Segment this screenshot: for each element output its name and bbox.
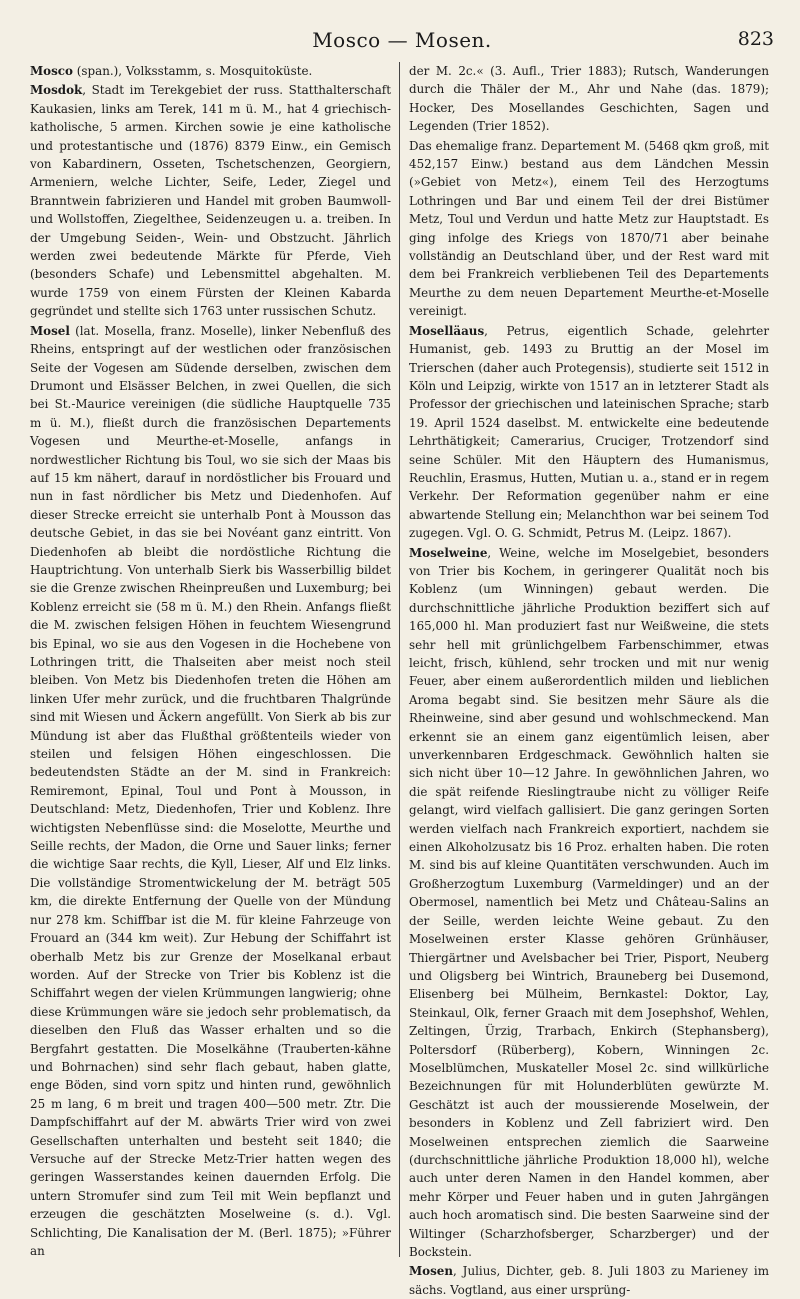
entry-mosel-departement <box>409 137 769 321</box>
text-columns <box>30 62 774 1297</box>
entry-headword: Moselweine <box>409 545 488 560</box>
entry-headword: Mosen <box>409 1264 453 1279</box>
entry-headword: Mosdok <box>30 83 83 98</box>
running-title: Mosco — Mosen. <box>312 28 492 52</box>
entry-moselweine <box>409 544 769 1262</box>
entry-text: der M. 2c.« (3. Aufl., Trier 1883); Rutsch, Wanderungen durch die Thäler der M., Ahr und Nahe (das. 1879); Hocker, Des Mosellandes Geschichten, Sagen und Legenden (Trier 1852). <box>409 64 769 134</box>
entry-text: (span.), Volksstamm, s. Mosquitoküste. <box>72 64 313 78</box>
entry-mosco <box>30 62 391 80</box>
entry-mosen <box>409 1262 769 1299</box>
entry-mosel-continued <box>409 62 769 136</box>
right-column <box>402 62 769 1297</box>
entry-text: , Stadt im Terekgebiet der russ. Statthalterschaft Kaukasien, links am Terek, 141 m ü. M., hat 4 griechisch-katholische, 5 armen. Kirchen sowie je eine katholische und protestantische und (1876) 8379 Einw., ein Gemisch von Kabardinern, Osseten, Tschetschenzen, Georgiern, Armeniern, welche Lichter, Seife, Leder, Ziegel und Branntwein fabrizieren und Handel mit groben Baumwoll- und Wollstoffen, Ziegelthee, Seidenzeugen u. a. treiben. In der Umgebung Seiden-, Wein- und Obstzucht. Jährlich werden zwei bedeutende Märkte für Pferde, Vieh (besonders Schafe) und Lebensmittel abgehalten. M. wurde 1759 von einem Fürsten der Kleinen Kabarda gegründet und stellte sich 1763 unter russischen Schutz. <box>30 83 391 319</box>
entry-text: , Weine, welche im Moselgebiet, besonders von Trier bis Kochem, in geringerer Qualität noch bis Koblenz (um Winningen) gebaut werden. Die durchschnittliche jährliche Produktion beziffert sich auf 165,000 hl. Man produziert fast nur Weißweine, die stets sehr hell mit grünlichgelbem Farbenschimmer, etwas leicht, frisch, kühlend, sehr trocken und mit nur wenig Feuer, aber einem außerordentlich milden und lieblichen Aroma begabt sind. Sie besitzen mehr Säure als die Rheinweine, sind aber gesund und wohlschmeckend. Man erkennt sie an einem ganz eigentümlich leisen, aber unverkennbaren Erdgeschmack. Gewöhnlich halten sie sich nicht über 10—12 Jahre. In gewöhnlichen Jahren, wo die spät reifende Rieslingtraube nicht zu völliger Reife gelangt, wird vielfach gallisiert. Die ganz geringen Sorten werden vielfach nach Frankreich exportiert, nachdem sie einen Alkoholzusatz bis 16 Proz. erhalten haben. Die roten M. sind bis auf kleine Quantitäten verschwunden. Auch im Großherzogtum Luxemburg (Varmeldinger) und an der Obermosel, namentlich bei Metz und Château-Salins an der Seille, werden leichte Weine gebaut. Zu den Moselweinen erster Klasse gehören Grünhäuser, Thiergärtner und Avelsbacher bei Trier, Pisport, Neuberg und Oligsberg bei Wintrich, Brauneberg bei Dusemond, Elisenberg bei Mülheim, Bernkastel: Doktor, Lay, Steinkaul, Olk, ferner Graach mit dem Josephshof, Wehlen, Zeltingen, Ürzig, Trarbach, Enkirch (Stephansberg), Poltersdorf (Rüberberg), Kobern, Winningen 2c. Moselblümchen, Muskateller Mosel 2c. sind willkürliche Bezeichnungen für mit Holunderblüten gewürzte M. Geschätzt ist auch der moussierende Moselwein, der besonders in Koblenz und Zell fabriziert wird. Den Moselweinen entsprechen ziemlich die Saarweine (durchschnittliche jährliche Produktion 18,000 hl), welche auch unter deren Namen in den Handel kommen, aber mehr Körper und Feuer haben und in guten Jahrgängen auch hoch aromatisch sind. Die besten Saarweine sind der Wiltinger (Scharzhofsberger, Scharzberger) und der Bockstein. <box>409 545 769 1259</box>
page-header <box>30 22 774 62</box>
left-column <box>30 62 397 1257</box>
entry-text: Das ehemalige franz. Departement M. (5468 qkm groß, mit 452,157 Einw.) bestand aus dem Ländchen Messin (»Gebiet von Metz«), einem Teil des Herzogtums Lothringen und Bar und einem Teil der drei Bistümer Metz, Toul und Verdun und hatte Metz zur Hauptstadt. Es ging infolge des Kriegs von 1870/71 aber beinahe vollständig an Deutschland über, und der Rest ward mit dem bei Frankreich verbliebenen Teil des Departements Meurthe zu dem neuen Departement Meurthe-et-Moselle vereinigt. <box>409 138 769 319</box>
entry-text: , Petrus, eigentlich Schade, gelehrter Humanist, geb. 1493 zu Bruttig an der Mosel im Trierschen (daher auch Protegensis), studierte seit 1512 in Köln und Leipzig, wirkte von 1517 an in letzterer Stadt als Professor der griechischen und lateinischen Sprache; starb 19. April 1524 daselbst. M. entwickelte eine bedeutende Lehrthätigkeit; Camerarius, Cruciger, Trotzendorf sind seine Schüler. Mit den Häuptern des Humanismus, Reuchlin, Erasmus, Hutten, Mutian u. a., stand er in regem Verkehr. Der Reformation gegenüber nahm er eine abwartende Stellung ein; Melanchthon war bei seinem Tod zugegen. Vgl. O. G. Schmidt, Petrus M. (Leipz. 1867). <box>409 323 769 541</box>
entry-headword: Mosel <box>30 323 70 338</box>
entry-mosellanus <box>409 322 769 543</box>
entry-headword: Mosco <box>30 64 73 78</box>
column-divider <box>399 62 400 1257</box>
entry-text: , Julius, Dichter, geb. 8. Juli 1803 zu Marieney im sächs. Vogtland, aus einer ursprüng- <box>409 1264 769 1297</box>
entry-mosdok <box>30 81 391 320</box>
entry-text: (lat. Mosella, franz. Moselle), linker Nebenfluß des Rheins, entspringt auf der westlichen oder französischen Seite der Vogesen am Südende derselben, zwischen dem Drumont und Elsässer Belchen, in zwei Quellen, die sich bei St.-Maurice vereinigen (die südliche Hauptquelle 735 m ü. M.), fließt durch die französischen Departements Vogesen und Meurthe-et-Moselle, anfangs in nordwestlicher Richtung bis Toul, wo sie sich der Maas bis auf 15 km nähert, darauf in nordöstlicher bis Frouard und nun in fast nördlicher bis Metz und Diedenhofen. Auf dieser Strecke erreicht sie unterhalb Pont à Mousson das deutsche Gebiet, in das sie bei Novéant ganz eintritt. Von Diedenhofen ab bleibt die nordöstliche Richtung die Hauptrichtung. Von unterhalb Sierk bis Wasserbillig bildet sie die Grenze zwischen Rheinpreußen und Luxemburg; bei Koblenz erreicht sie (58 m ü. M.) den Rhein. Anfangs fließt die M. zwischen felsigen Höhen in feuchtem Wiesengrund bis Epinal, wo sie aus den Vogesen in die Hochebene von Lothringen tritt, die Thalseiten aber meist noch steil bleiben. Von Metz bis Diedenhofen treten die Höhen am linken Ufer mehr zurück, und die fruchtbaren Thalgründe sind mit Wiesen und Äckern angefüllt. Von Sierk ab bis zur Mündung ist aber das Flußthal größtenteils wieder von steilen und felsigen Höhen eingeschlossen. Die bedeutendsten Städte an der M. sind in Frankreich: Remiremont, Epinal, Toul und Pont à Mousson, in Deutschland: Metz, Diedenhofen, Trier und Koblenz. Ihre wichtigsten Nebenflüsse sind: die Moselotte, Meurthe und Seille rechts, der Madon, die Orne und Sauer links; ferner die wichtige Saar rechts, die Kyll, Lieser, Alf und Elz links. Die vollständige Stromentwickelung der M. beträgt 505 km, die direkte Entfernung der Quelle von der Mündung nur 278 km. Schiffbar ist die M. für kleine Fahrzeuge von Frouard an (344 km weit). Zur Hebung der Schiffahrt ist oberhalb Metz bis zur Grenze der Moselkanal erbaut worden. Auf der Strecke von Trier bis Koblenz ist die Schiffahrt wegen der vielen Krümmungen langwierig; ohne diese Krümmungen wäre sie jedoch sehr problematisch, da dieselben den Fluß das Wasser erhalten und so die Bergfahrt gestatten. Die Moselkähne (Trauberten-kähne und Bohrnachen) sind sehr flach gebaut, haben glatte, enge Böden, sind vorn spitz und hinten rund, gewöhnlich 25 m lang, 6 m breit und tragen 400—500 metr. Ztr. Die Dampfschiffahrt auf der M. abwärts Trier wird von zwei Gesellschaften unterhalten und besteht seit 1840; die Versuche auf der Strecke Metz-Trier hatten wegen des geringen Wasserstandes keinen dauernden Erfolg. Die untern Stromufer sind zum Teil mit Wein bepflanzt und erzeugen die geschätzten Moselweine (s. d.). Vgl. Schlichting, Die Kanalisation der M. (Berl. 1875); »Führer an <box>30 323 391 1258</box>
entry-mosel <box>30 322 391 1261</box>
page-number: 823 <box>737 28 774 50</box>
entry-headword: Moselläaus <box>409 323 485 338</box>
